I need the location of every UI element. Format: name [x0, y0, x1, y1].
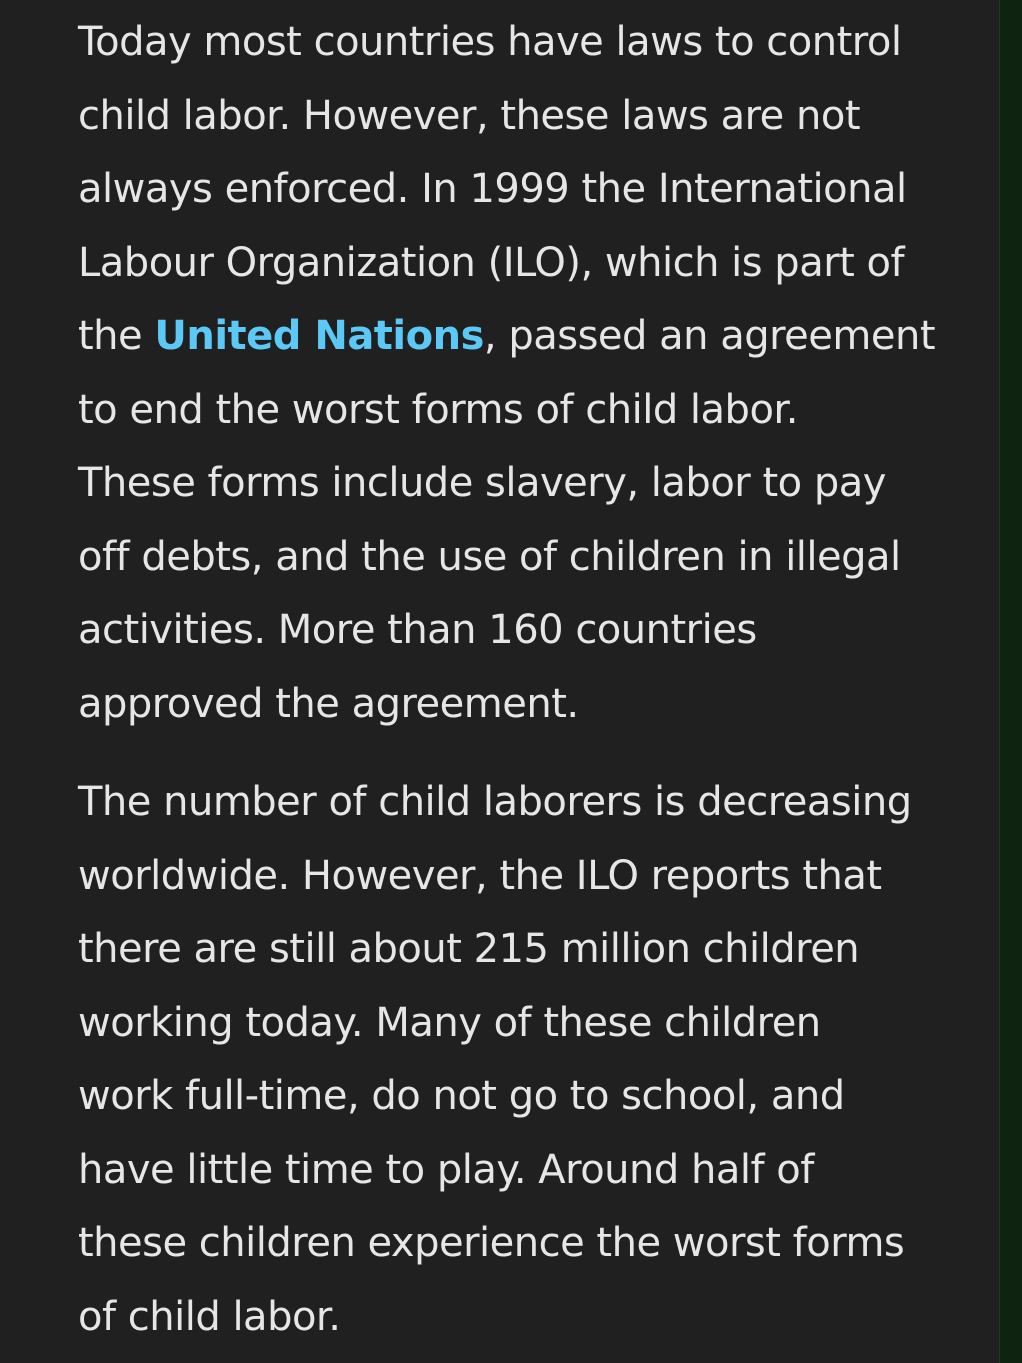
text-line: These forms include slavery, labor to pay	[78, 460, 886, 506]
text-line: have little time to play. Around half of	[78, 1146, 814, 1193]
text-line: work full-time, do not go to school, and	[78, 1073, 845, 1119]
text-line: Today most countries have laws to control	[78, 19, 902, 65]
text-line: to end the worst forms of child labor.	[78, 386, 798, 433]
text-line: The number of child laborers is decreasing	[78, 779, 912, 825]
text-line: activities. More than 160 countries	[78, 607, 757, 653]
text-line: off debts, and the use of children in illegal	[78, 533, 901, 580]
united-nations-link[interactable]: United Nations	[154, 313, 484, 359]
text-line: child labor. However, these laws are not	[78, 92, 861, 139]
text-segment: , passed an agreement	[483, 313, 936, 359]
text-segment: the	[78, 313, 155, 359]
paragraph-1	[78, 6, 936, 741]
text-line: of child labor.	[78, 1293, 341, 1340]
text-line: always enforced. In 1999 the International	[78, 166, 907, 212]
text-line-with-link	[78, 300, 936, 374]
text-line: Labour Organization (ILO), which is part of	[78, 239, 905, 286]
article-body	[78, 6, 936, 1363]
text-line: these children experience the worst forms	[78, 1220, 905, 1266]
text-line: approved the agreement.	[78, 680, 579, 727]
text-line: working today. Many of these children	[78, 999, 821, 1046]
paragraph-2	[78, 766, 928, 1354]
side-panel-edge	[999, 0, 1022, 1363]
text-line: worldwide. However, the ILO reports that	[78, 852, 882, 899]
text-line: there are still about 215 million children	[78, 926, 860, 972]
